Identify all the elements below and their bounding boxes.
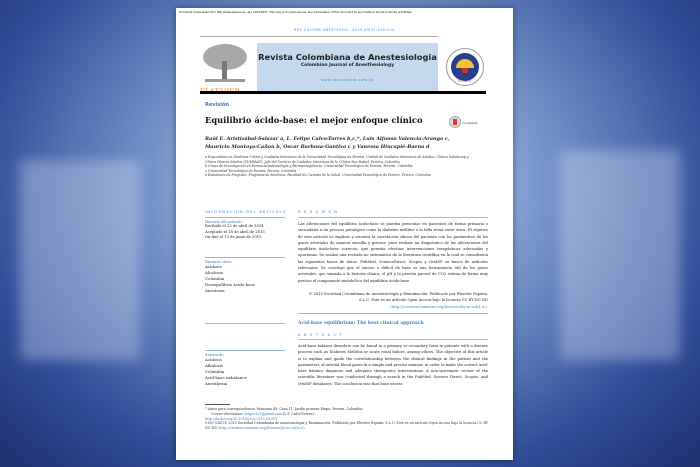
footnote: * Autor para correspondencia. Manzana 49, Casa 11, Jardín primera Etapa, Pereira, Colombia. Correo electrónico: felipect27@gmail.com (L.F. Calvo-Torres). http://dx.doi.org/10.1016/j.rca.2015.04.001 0120-3347/© 2015 Sociedad Colombiana de Anestesiología y Reanimación. Publicado por Elsevier España, S.L.U. Este es un artículo Open Access bajo la licencia CC BY-NC-ND (http://creativecommons.org/licenses/by-nc-nd/4.0/). bbox=[205, 407, 489, 431]
article-history: Historia del artículo: Recibido el 22 de abril de 2014 Aceptado el 18 de abril de 2015 On-line el 13 de junio de 2015 bbox=[205, 220, 265, 239]
keywords-es: Palabras clave: Acidosis Alcalosis Colombia Desequilibrio ácido-base Anestesia bbox=[205, 260, 285, 294]
journal-url[interactable]: www.revcolanest.com.co bbox=[321, 78, 374, 82]
keywords-en: Keywords: Acidosis Alkalosis Colombia Acid-base imbalance Anesthesia bbox=[205, 353, 285, 387]
elsevier-logo bbox=[200, 41, 250, 91]
background-page-blur bbox=[560, 150, 680, 360]
doi-link[interactable]: http://dx.doi.org/10.1016/j.rca.2015.04.001 bbox=[205, 416, 278, 421]
keyword: Colombia bbox=[205, 276, 225, 281]
crossmark-label: CrossMark bbox=[462, 121, 478, 125]
keyword: Anesthesia bbox=[205, 381, 228, 386]
background-page-blur bbox=[20, 160, 140, 360]
journal-title: Revista Colombiana de Anestesiologia bbox=[258, 52, 437, 62]
journal-subtitle: Colombian Journal of Anesthesiology bbox=[300, 63, 395, 68]
keyword: Alcalosis bbox=[205, 270, 223, 275]
license-link[interactable]: (http://creativecommons.org/licenses/by-nc-nd/4.0/). bbox=[390, 304, 488, 309]
header-rule bbox=[200, 91, 486, 94]
authors-line-2: Mauricio Montoya-Cañon b, Oscar Barbosa-Gantiva c y Vanessa Hincapié-Baena d bbox=[205, 144, 430, 150]
license-link[interactable]: (http://creativecommons.org/licenses/by-nc-nd/4.0/). bbox=[218, 426, 306, 431]
affiliation: d Estudiante de Pregrado, Programa de Medicina, Facultad de Ciencias de la Salud, Universidad Tecnológica de Pereira, Pereira, Colombia bbox=[205, 173, 431, 177]
scare-seal-logo: S.C.A.R.E. bbox=[446, 48, 484, 86]
affiliation: a Especialista en Medicina Crítica y Cuidados Intensivos de la Universidad Tecnológica de Pereira, Unidad de Cuidados Intensivos de Adultos, Clínica Saludcoop y Clínica Pinares Médica (SUMMAN), Jefe del Servicio de Cuidados Intensivos de la Clínica San Rafael, Pereira, Colombia bbox=[205, 155, 469, 164]
abstract-text: Acid-base balance disorders can be found in a primary or secondary form in patients with a disease process such as Diabetes Mellitus or acute renal failure, among others. The objective of this article is to explain and guide the correlationship between the clinical findings in the patient and the parameters of arterial blood gases in a simple and precise manner, in order to make the correct acid-base balance diagnosis and adequate therapeutic interventions. A non-systematic review of the scientific literature was conducted through a search in the PubMed, Science Direct, Scopus, and OvidSP databases. The conclusion was that base excess bbox=[298, 344, 488, 386]
keyword: Acidosis bbox=[205, 264, 222, 269]
crossmark-icon[interactable] bbox=[449, 116, 461, 128]
article-title: Equilibrio ácido-base: el mejor enfoque clínico bbox=[205, 115, 423, 125]
elsevier-tree-icon bbox=[200, 41, 250, 83]
authors-line-1: Raúl E. Aristizábal-Salazar a, L. Felipe Calvo-Torres b,c,*, Luis Alfonso Valencia-Arango c, bbox=[205, 136, 450, 142]
keyword: Acidosis bbox=[205, 357, 222, 362]
keyword: Desequilibrio ácido-base bbox=[205, 282, 255, 287]
document-page bbox=[176, 8, 513, 460]
affiliation: b Grupo de Investigación en Farmacoepidemiología y Farmacovigilancia, Universidad Tecnológica de Pereira, Pereira, Colombia bbox=[205, 164, 413, 168]
affiliation: c Universidad Tecnológica de Pereira, Pereira, Colombia bbox=[205, 168, 297, 173]
affiliations bbox=[205, 155, 470, 178]
email-link[interactable]: felipect27@gmail.com bbox=[244, 411, 282, 416]
keyword: Anestesia bbox=[205, 288, 225, 293]
download-note: Document downloaded from http://www.elsevier.es, day 14/07/2017. This copy is for personal use. Any transmission of this document by any media or format is strictly prohibited. bbox=[179, 11, 412, 14]
article-type: Revisión bbox=[205, 102, 229, 108]
resumen-heading: R E S U M E N bbox=[298, 210, 339, 214]
keyword: Colombia bbox=[205, 369, 225, 374]
article-info-heading: INFORMACIÓN DEL ARTÍCULO bbox=[205, 210, 287, 214]
abstract-heading: A B S T R A C T bbox=[298, 333, 344, 337]
english-title: Acid-base equilibrium: The best clinical approach bbox=[298, 321, 424, 326]
keyword: Alkalosis bbox=[205, 363, 224, 368]
keyword: Acid-base imbalance bbox=[205, 375, 247, 380]
journal-citation: REV COLOMB ANESTESIOL. 2015;43(3):219-224 bbox=[294, 28, 395, 32]
resumen-text: Las alteraciones del equilibrio ácido-base se pueden presentar en pacientes de forma primaria o secundaria a un proceso patológico como la diabetes mellitus o la falla renal entre otros. El objetivo de este artículo es explicar y orientar la correlación clínica del paciente con los parámetros de los gases arteriales de manera sencilla y precisa, para realizar un diagnóstico de las alteraciones del equilibrio ácido-base correcto, que permita efectuar intervenciones terapéuticas adecuadas y oportunas. Se realizó una revisión no sistemática de la literatura científica en la cual se consultaron las siguientes bases de datos: PubMed, ScienceDirect, Scopus y OvidSP en busca de artículos relevantes. Se concluyó que el exceso o déficit de base es una herramienta útil de los gases arteriales, que sumada a la historia clínica, el pH y la presión parcial de CO2 estima de forma muy precisa el componente metabólico del equilibrio ácido-base. bbox=[298, 222, 488, 283]
journal-header-box bbox=[257, 43, 438, 91]
resumen-copyright: © 2015 Sociedad Colombiana de Anestesiología y Reanimación. Publicado por Elsevier España, S.L.U. Este es un artículo Open Access bajo la licencia CC BY-NC-ND (http://creativecommons.org/licenses/by-nc-nd/4.0/). bbox=[308, 292, 488, 309]
